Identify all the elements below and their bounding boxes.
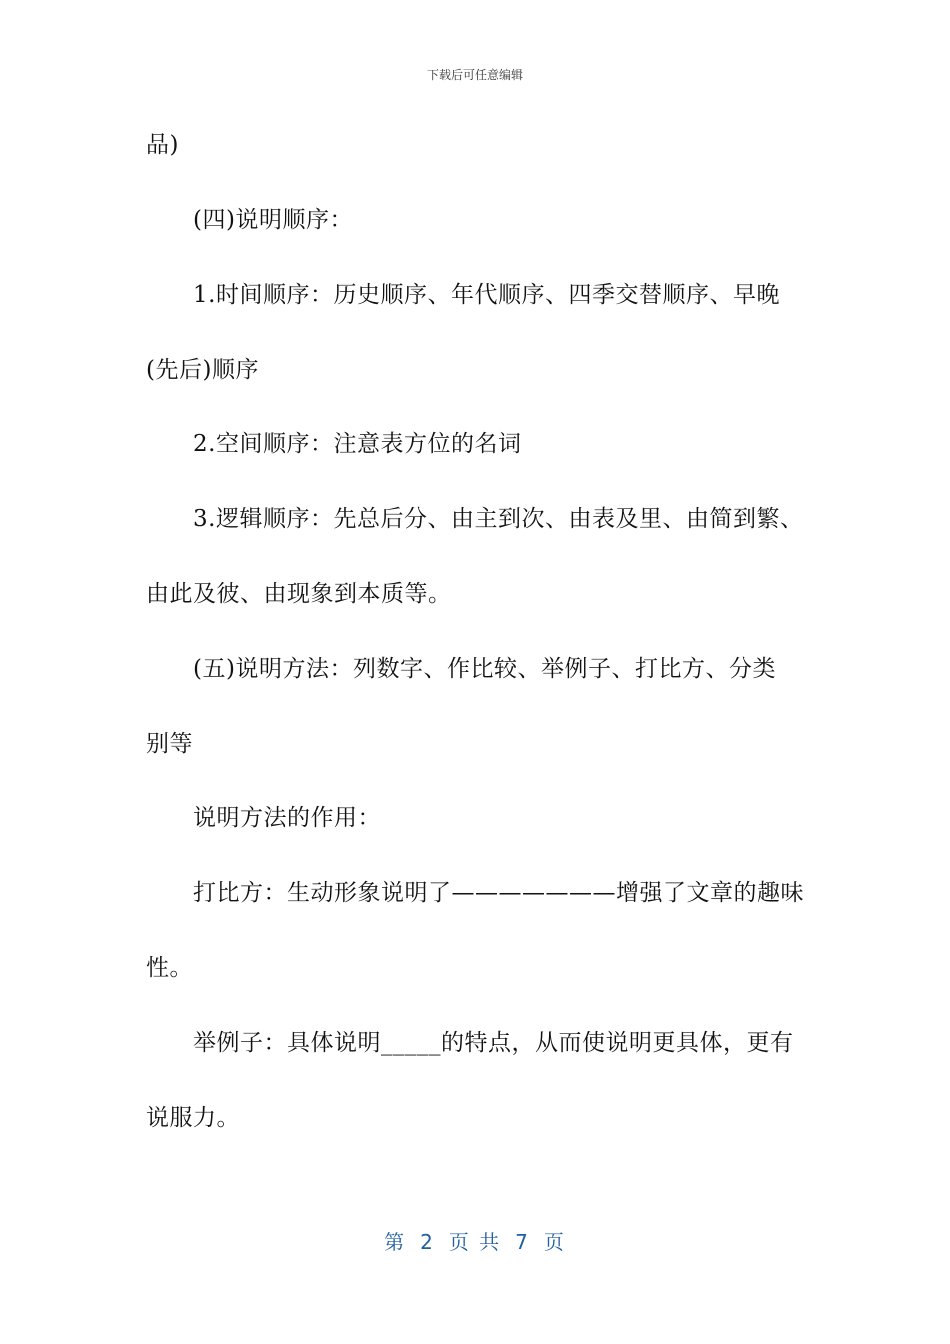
text-line: (先后)顺序 xyxy=(146,357,259,383)
text-line: 别等 xyxy=(146,731,193,757)
text-line: 说服力。 xyxy=(146,1105,240,1131)
footer-label-di: 第 xyxy=(384,1230,407,1254)
text-line: (四)说明顺序： xyxy=(193,207,353,233)
page-header: 下载后可任意编辑 xyxy=(426,68,523,82)
text-line: 性。 xyxy=(146,955,193,981)
text-line: 3.逻辑顺序：先总后分、由主到次、由表及里、由简到繁、 xyxy=(193,506,804,532)
footer-total-pages: 7 xyxy=(515,1230,530,1254)
text-line: 说明方法的作用： xyxy=(193,805,381,831)
footer-page-number: 2 xyxy=(420,1230,435,1254)
text-line: 举例子：具体说明_____的特点，从而使说明更具体，更有 xyxy=(193,1030,794,1056)
text-line: (五)说明方法：列数字、作比较、举例子、打比方、分类 xyxy=(193,656,776,682)
footer-label-ye: 页 xyxy=(543,1230,566,1254)
text-line: 品) xyxy=(146,132,179,158)
text-line: 打比方：生动形象说明了———————增强了文章的趣味 xyxy=(193,880,804,906)
footer-label-ye-gong: 页 共 xyxy=(448,1230,502,1254)
text-line: 由此及彼、由现象到本质等。 xyxy=(146,581,452,607)
page-footer xyxy=(0,1226,950,1255)
text-line: 2.空间顺序：注意表方位的名词 xyxy=(193,431,522,457)
text-line: 1.时间顺序：历史顺序、年代顺序、四季交替顺序、早晚 xyxy=(193,282,780,308)
